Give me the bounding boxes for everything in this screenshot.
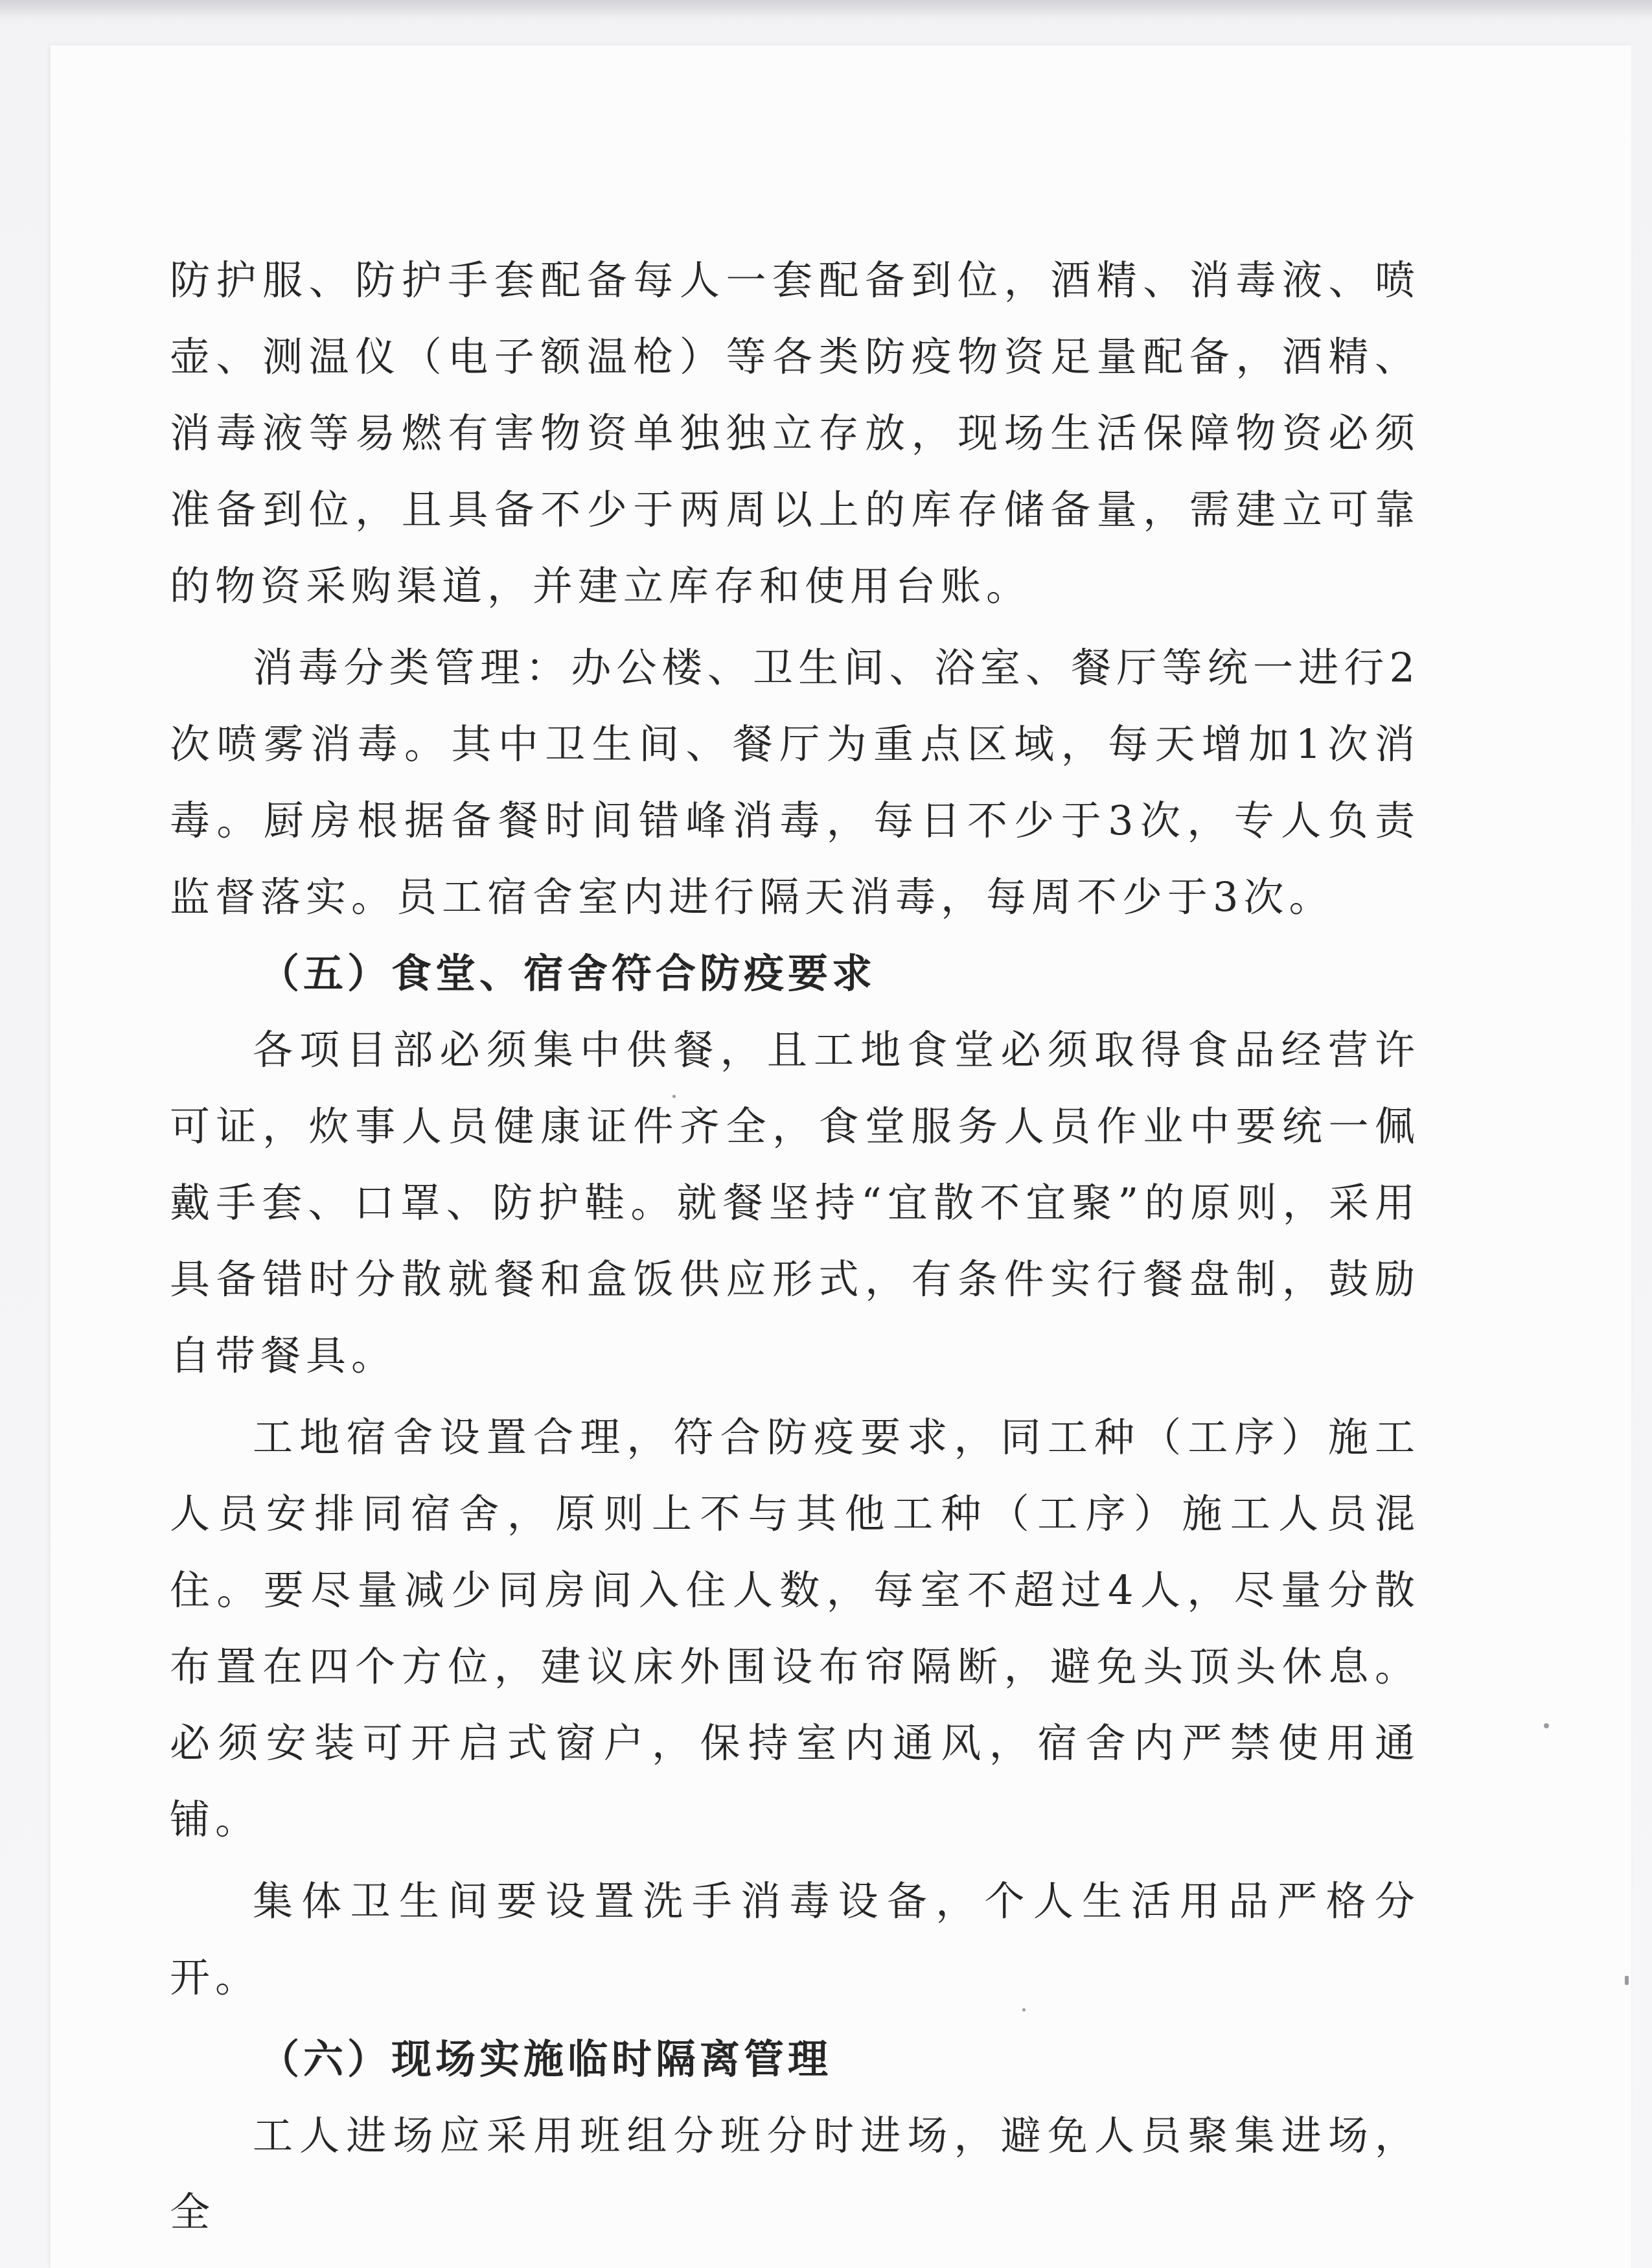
- scan-speck: [1625, 1976, 1629, 1985]
- document-body: [170, 242, 1420, 2251]
- paragraph-supplies: 防护服、防护手套配备每人一套配备到位，酒精、消毒液、喷壶、测温仪（电子额温枪）等各类防疫物资足量配备，酒精、消毒液等易燃有害物资单独独立存放，现场生活保障物资必须准备到位，且具备不少于两周以上的库存储备量，需建立可靠的物资采购渠道，并建立库存和使用台账。: [170, 257, 1420, 610]
- scanner-edge-shadow: [0, 0, 1652, 18]
- paragraph-disinfection: 消毒分类管理：办公楼、卫生间、浴室、餐厅等统一进行2次喷雾消毒。其中卫生间、餐厅为重点区域，每天增加1次消毒。厨房根据备餐时间错峰消毒，每日不少于3次，专人负责监督落实。员工宿舍室内进行隔天消毒，每周不少于3次。: [170, 644, 1420, 921]
- section-heading-isolation: （六）现场实施临时隔离管理: [259, 2035, 832, 2083]
- paragraph-entry: 工人进场应采用班组分班分时进场，避免人员聚集进场，全: [170, 2112, 1420, 2236]
- section-heading-canteen-dormitory: （五）食堂、宿舍符合防疫要求: [259, 950, 877, 997]
- paragraph-dormitory: 工地宿舍设置合理，符合防疫要求，同工种（工序）施工人员安排同宿舍，原则上不与其他工种（工序）施工人员混住。要尽量减少同房间入住人数，每室不超过4人，尽量分散布置在四个方位，建议床外围设布帘隔断，避免头顶头休息。必须安装可开启式窗户，保持室内通风，宿舍内严禁使用通铺。: [170, 1414, 1420, 1843]
- paragraph-restroom: 集体卫生间要设置洗手消毒设备，个人生活用品严格分开。: [170, 1877, 1420, 2001]
- paragraph-canteen: 各项目部必须集中供餐，且工地食堂必须取得食品经营许可证，炊事人员健康证件齐全，食堂服务人员作业中要统一佩戴手套、口罩、防护鞋。就餐坚持“宜散不宜聚”的原则，采用具备错时分散就餐和盒饭供应形式，有条件实行餐盘制，鼓励自带餐具。: [170, 1026, 1420, 1379]
- scan-speck: [1544, 1723, 1549, 1728]
